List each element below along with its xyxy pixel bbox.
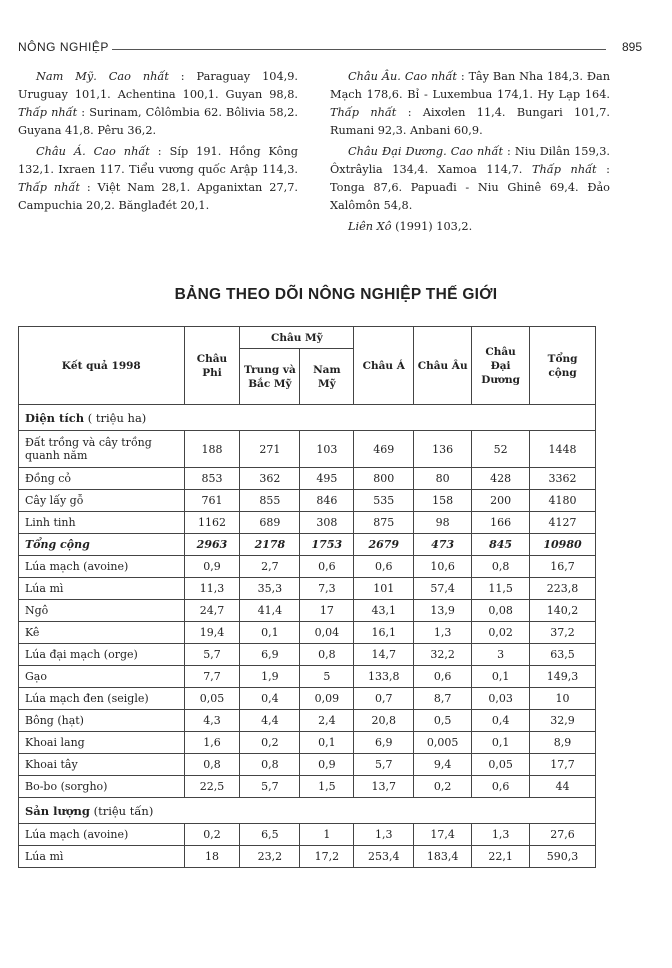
cell-value: 20,8 — [354, 710, 414, 732]
cell-value: 103 — [300, 431, 354, 468]
section-label — [19, 405, 596, 431]
paragraph-ussr — [330, 218, 610, 236]
cell-value: 4180 — [530, 490, 596, 512]
row-label: Bo-bo (sorgho) — [19, 776, 185, 798]
cell-value: 853 — [184, 468, 240, 490]
cell-value: 0,8 — [300, 644, 354, 666]
row-label: Cây lấy gỗ — [19, 490, 185, 512]
region-label: Châu Á. Cao nhất — [36, 145, 150, 158]
row-label: Lúa mạch (avoine) — [19, 824, 185, 846]
col-header-europe: Châu Âu — [414, 327, 472, 405]
table-row — [19, 578, 596, 600]
cell-value: 0,02 — [472, 622, 530, 644]
paragraph-asia — [18, 143, 298, 215]
region-label: Châu Đại Dương. Cao nhất — [348, 145, 504, 158]
cell-value: 223,8 — [530, 578, 596, 600]
cell-value: 0,9 — [300, 754, 354, 776]
table-title: BẢNG THEO DÕI NÔNG NGHIỆP THẾ GIỚI — [174, 286, 498, 303]
table-row — [19, 644, 596, 666]
table-row — [19, 512, 596, 534]
table-row — [19, 468, 596, 490]
cell-value: 52 — [472, 431, 530, 468]
table-row — [19, 824, 596, 846]
section-unit: ( triệu ha) — [84, 410, 147, 425]
col-header-america: Châu Mỹ — [240, 327, 354, 349]
paragraph-oceania — [330, 143, 610, 215]
table-row — [19, 534, 596, 556]
cell-value: 0,1 — [300, 732, 354, 754]
section-title: NÔNG NGHIỆP — [18, 40, 109, 54]
cell-value: 80 — [414, 468, 472, 490]
cell-value: 24,7 — [184, 600, 240, 622]
lowest-label: Thấp nhất — [531, 163, 597, 176]
cell-value: 17,2 — [300, 846, 354, 868]
cell-value: 1,9 — [240, 666, 300, 688]
section-row-production — [19, 798, 596, 824]
cell-value: 5,7 — [354, 754, 414, 776]
cell-value: 10980 — [530, 534, 596, 556]
cell-value: 6,9 — [240, 644, 300, 666]
cell-value: 2178 — [240, 534, 300, 556]
section-title: Diện tích — [25, 410, 85, 425]
cell-value: 1162 — [184, 512, 240, 534]
cell-value: 0,1 — [472, 732, 530, 754]
cell-value: 0,4 — [240, 688, 300, 710]
row-label: Đồng cỏ — [19, 468, 185, 490]
table-row — [19, 776, 596, 798]
cell-value: 0,2 — [184, 824, 240, 846]
cell-value: 5,7 — [240, 776, 300, 798]
row-label: Lúa mì — [19, 846, 185, 868]
table-row — [19, 556, 596, 578]
cell-value: 0,5 — [414, 710, 472, 732]
cell-value: 183,4 — [414, 846, 472, 868]
cell-value: 7,7 — [184, 666, 240, 688]
cell-value: 7,3 — [300, 578, 354, 600]
table-row — [19, 490, 596, 512]
paragraph-text: : Aixơlen 11,4. Bungari 101,7. Rumani 92,3. Anbani 60,9. — [330, 106, 610, 137]
cell-value: 8,7 — [414, 688, 472, 710]
cell-value: 44 — [530, 776, 596, 798]
left-column — [18, 68, 298, 218]
cell-value: 2963 — [184, 534, 240, 556]
cell-value: 8,9 — [530, 732, 596, 754]
table-row — [19, 846, 596, 868]
cell-value: 11,5 — [472, 578, 530, 600]
cell-value: 428 — [472, 468, 530, 490]
cell-value: 136 — [414, 431, 472, 468]
cell-value: 689 — [240, 512, 300, 534]
cell-value: 535 — [354, 490, 414, 512]
cell-value: 0,04 — [300, 622, 354, 644]
cell-value: 845 — [472, 534, 530, 556]
paragraph-text: : Surinam, Côlômbia 62. Bôlivia 58,2. Guyana 41,8. Pêru 36,2. — [18, 106, 298, 137]
lowest-label: Thấp nhất — [330, 106, 397, 119]
cell-value: 2,7 — [240, 556, 300, 578]
cell-value: 0,05 — [184, 688, 240, 710]
cell-value: 16,1 — [354, 622, 414, 644]
col-header-total: Tổng cộng — [530, 327, 596, 405]
cell-value: 0,2 — [414, 776, 472, 798]
cell-value: 63,5 — [530, 644, 596, 666]
paragraph-text: : Tây Ban Nha 184,3. Đan Mạch 178,6. Bỉ - Luxembua 174,1. Hy Lạp 164. — [330, 70, 610, 101]
paragraph-text: : Paraguay 104,9. Uruguay 101,1. Achentina 100,1. Guyan 98,8. — [18, 70, 298, 101]
agriculture-table — [18, 326, 596, 868]
table-row — [19, 666, 596, 688]
col-header-asia: Châu Á — [354, 327, 414, 405]
cell-value: 14,7 — [354, 644, 414, 666]
col-header-south-america: Nam Mỹ — [300, 349, 354, 405]
paragraph-text: : Síp 191. Hồng Kông 132,1. Ixraen 117. Tiểu vương quốc Arập 114,3. — [18, 145, 298, 176]
row-label: Lúa mạch (avoine) — [19, 556, 185, 578]
cell-value: 17,4 — [414, 824, 472, 846]
cell-value: 2,4 — [300, 710, 354, 732]
row-label: Tổng cộng — [19, 534, 185, 556]
table-row — [19, 710, 596, 732]
cell-value: 10,6 — [414, 556, 472, 578]
cell-value: 1,3 — [414, 622, 472, 644]
cell-value: 149,3 — [530, 666, 596, 688]
cell-value: 13,7 — [354, 776, 414, 798]
table-row — [19, 431, 596, 468]
cell-value: 0,08 — [472, 600, 530, 622]
cell-value: 98 — [414, 512, 472, 534]
row-label: Đất trồng và cây trồng quanh năm — [19, 431, 185, 468]
cell-value: 271 — [240, 431, 300, 468]
cell-value: 1,5 — [300, 776, 354, 798]
row-label: Khoai tây — [19, 754, 185, 776]
section-label — [19, 798, 596, 824]
cell-value: 308 — [300, 512, 354, 534]
cell-value: 6,5 — [240, 824, 300, 846]
cell-value: 846 — [300, 490, 354, 512]
cell-value: 0,09 — [300, 688, 354, 710]
region-label: Liên Xô — [348, 220, 392, 233]
cell-value: 22,5 — [184, 776, 240, 798]
paragraph-text: : Việt Nam 28,1. Apganixtan 27,7. Campuchia 20,2. Bănglađét 20,1. — [18, 181, 298, 212]
cell-value: 18 — [184, 846, 240, 868]
cell-value: 473 — [414, 534, 472, 556]
cell-value: 1753 — [300, 534, 354, 556]
cell-value: 101 — [354, 578, 414, 600]
region-label: Nam Mỹ. Cao nhất — [36, 70, 169, 83]
cell-value: 9,4 — [414, 754, 472, 776]
cell-value: 2679 — [354, 534, 414, 556]
cell-value: 32,9 — [530, 710, 596, 732]
running-header — [18, 40, 642, 58]
cell-value: 32,2 — [414, 644, 472, 666]
cell-value: 253,4 — [354, 846, 414, 868]
cell-value: 3362 — [530, 468, 596, 490]
cell-value: 6,9 — [354, 732, 414, 754]
cell-value: 875 — [354, 512, 414, 534]
header-rule — [112, 49, 606, 50]
cell-value: 0,2 — [240, 732, 300, 754]
table-row — [19, 622, 596, 644]
col-header-central-north-america: Trung và Bắc Mỹ — [240, 349, 300, 405]
cell-value: 13,9 — [414, 600, 472, 622]
cell-value: 10 — [530, 688, 596, 710]
cell-value: 0,1 — [472, 666, 530, 688]
cell-value: 41,4 — [240, 600, 300, 622]
row-label: Lúa mạch đen (seigle) — [19, 688, 185, 710]
cell-value: 166 — [472, 512, 530, 534]
cell-value: 158 — [414, 490, 472, 512]
cell-value: 17,7 — [530, 754, 596, 776]
cell-value: 133,8 — [354, 666, 414, 688]
section-title: Sản lượng — [25, 803, 90, 818]
table-row — [19, 732, 596, 754]
paragraph-text: : Niu Dilân 159,3. Ôxtrâylia 134,4. Xamoa 114,7. — [330, 145, 611, 176]
cell-value: 362 — [240, 468, 300, 490]
cell-value: 0,8 — [184, 754, 240, 776]
cell-value: 4127 — [530, 512, 596, 534]
cell-value: 3 — [472, 644, 530, 666]
cell-value: 0,9 — [184, 556, 240, 578]
cell-value: 19,4 — [184, 622, 240, 644]
lowest-label: Thấp nhất — [18, 181, 80, 194]
table-row — [19, 754, 596, 776]
paragraph-text: : Tonga 87,6. Papuađi - Niu Ghinê 69,4. Đảo Xalômôn 54,8. — [330, 163, 610, 212]
row-label: Lúa đại mạch (orge) — [19, 644, 185, 666]
cell-value: 1,3 — [472, 824, 530, 846]
page-number: 895 — [621, 40, 642, 54]
cell-value: 0,8 — [472, 556, 530, 578]
cell-value: 1448 — [530, 431, 596, 468]
cell-value: 57,4 — [414, 578, 472, 600]
row-label: Lúa mì — [19, 578, 185, 600]
row-label: Ngô — [19, 600, 185, 622]
row-label: Kê — [19, 622, 185, 644]
cell-value: 43,1 — [354, 600, 414, 622]
col-header-africa: Châu Phi — [184, 327, 240, 405]
row-label: Bông (hạt) — [19, 710, 185, 732]
cell-value: 0,7 — [354, 688, 414, 710]
right-column — [330, 68, 610, 239]
cell-value: 4,3 — [184, 710, 240, 732]
cell-value: 0,6 — [354, 556, 414, 578]
cell-value: 5 — [300, 666, 354, 688]
cell-value: 800 — [354, 468, 414, 490]
cell-value: 37,2 — [530, 622, 596, 644]
paragraph-europe — [330, 68, 610, 140]
row-label: Khoai lang — [19, 732, 185, 754]
col-header-result: Kết quả 1998 — [19, 327, 185, 405]
cell-value: 855 — [240, 490, 300, 512]
col-header-oceania: Châu Đại Dương — [472, 327, 530, 405]
cell-value: 22,1 — [472, 846, 530, 868]
paragraph-south-america — [18, 68, 298, 140]
cell-value: 0,4 — [472, 710, 530, 732]
cell-value: 23,2 — [240, 846, 300, 868]
table-row — [19, 600, 596, 622]
cell-value: 0,6 — [300, 556, 354, 578]
cell-value: 761 — [184, 490, 240, 512]
cell-value: 0,8 — [240, 754, 300, 776]
cell-value: 590,3 — [530, 846, 596, 868]
cell-value: 0,005 — [414, 732, 472, 754]
cell-value: 1,3 — [354, 824, 414, 846]
cell-value: 27,6 — [530, 824, 596, 846]
cell-value: 0,6 — [472, 776, 530, 798]
section-row-area — [19, 405, 596, 431]
paragraph-text: (1991) 103,2. — [391, 220, 473, 233]
cell-value: 200 — [472, 490, 530, 512]
cell-value: 0,05 — [472, 754, 530, 776]
region-label: Châu Âu. Cao nhất — [348, 70, 457, 83]
cell-value: 1 — [300, 824, 354, 846]
cell-value: 140,2 — [530, 600, 596, 622]
row-label: Gạo — [19, 666, 185, 688]
cell-value: 188 — [184, 431, 240, 468]
table-row — [19, 688, 596, 710]
cell-value: 4,4 — [240, 710, 300, 732]
cell-value: 16,7 — [530, 556, 596, 578]
cell-value: 17 — [300, 600, 354, 622]
lowest-label: Thấp nhất — [18, 106, 78, 119]
cell-value: 0,6 — [414, 666, 472, 688]
cell-value: 0,1 — [240, 622, 300, 644]
cell-value: 0,03 — [472, 688, 530, 710]
row-label: Linh tinh — [19, 512, 185, 534]
cell-value: 5,7 — [184, 644, 240, 666]
cell-value: 1,6 — [184, 732, 240, 754]
cell-value: 35,3 — [240, 578, 300, 600]
cell-value: 469 — [354, 431, 414, 468]
cell-value: 495 — [300, 468, 354, 490]
cell-value: 11,3 — [184, 578, 240, 600]
section-unit: (triệu tấn) — [89, 803, 154, 818]
